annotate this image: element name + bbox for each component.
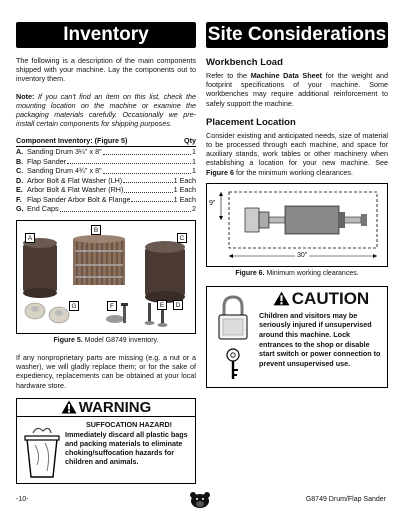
inventory-item-leader	[123, 176, 172, 183]
inventory-item	[16, 157, 196, 167]
inventory-item-desc: Sanding Drum 4¾" x 8"	[27, 166, 102, 176]
warning-triangle-icon	[61, 400, 77, 414]
inventory-item-desc: Arbor Bolt & Flat Washer (RH)	[27, 185, 124, 195]
site-title: Site Considerations	[206, 22, 388, 48]
missing-parts-text: If any nonproprietary parts are missing (e.g. a nut or a washer), we will gladly replace them; or for the sake of expediency, replacements can be obtained at your local hardware store.	[16, 352, 196, 390]
inventory-column	[16, 22, 196, 484]
inventory-item-letter: F.	[16, 194, 22, 204]
figure-6-caption: Figure 6. Minimum working clearances.	[235, 269, 359, 277]
caution-text: Children and visitors may be seriously injured if unsupervised around this machine. Lock entrances to the shop or disable start switch or power connection to prevent unsupervised use.	[259, 310, 381, 368]
caution-box	[206, 286, 388, 388]
inventory-item-leader	[60, 204, 191, 211]
workbench-text: Refer to the Machine Data Sheet for the weight and footprint specifications of your machine. Some workbenches may require additional reinforcement to safely support the machine.	[206, 71, 388, 108]
inventory-item-qty: 1 Each	[173, 194, 196, 204]
inventory-header-qty: Qty	[184, 136, 196, 146]
inventory-item-qty: 1	[192, 147, 196, 157]
inventory-item	[16, 166, 196, 176]
inventory-item-letter: B.	[16, 156, 24, 166]
page-number: -10-	[16, 496, 29, 503]
padlock-key-icon	[213, 293, 253, 383]
sanding-drum-small	[23, 238, 57, 298]
inventory-list	[16, 147, 196, 214]
inventory-header-label: Component Inventory: (Figure 5)	[16, 136, 128, 146]
inventory-item-desc: End Caps	[27, 204, 59, 214]
figure-5	[16, 220, 196, 334]
inventory-item-leader	[124, 185, 172, 192]
arbor-bolt-rh	[145, 303, 155, 325]
inventory-item-letter: E.	[16, 185, 23, 195]
machine-top-view	[245, 206, 367, 234]
trash-can-icon	[23, 425, 61, 479]
inventory-item-qty: 1	[192, 166, 196, 176]
figure-label-b: B	[91, 225, 101, 235]
figure-label-e: E	[157, 300, 167, 310]
inventory-item-leader	[103, 147, 191, 154]
note-label: Note:	[16, 91, 35, 101]
inventory-item-desc: Flap Sander Arbor Bolt & Flange	[27, 194, 131, 204]
flap-sander	[73, 235, 125, 285]
site-considerations-column	[206, 22, 388, 388]
figure-label-g: G	[69, 301, 79, 311]
inventory-item	[16, 204, 196, 214]
inventory-header	[16, 136, 196, 147]
inventory-item-leader	[131, 195, 172, 202]
figure-label-d: D	[173, 300, 183, 310]
inventory-item	[16, 185, 196, 195]
placement-text: Consider existing and anticipated needs, size of material to be processed through each machine, and space for auxiliary stands, work tables or other machinery when establishing a location for your new machine. See Figure 6 for the minimum working clearances.	[206, 130, 388, 177]
inventory-item-desc: Flap Sander	[27, 156, 67, 166]
figure-5-caption: Figure 5. Model G8749 inventory.	[53, 336, 159, 344]
inventory-item-desc: Arbor Bolt & Flat Washer (LH)	[27, 175, 123, 185]
figure-label-f: F	[107, 301, 117, 311]
inventory-item	[16, 176, 196, 186]
dim-horizontal-label: 30"	[297, 251, 308, 259]
model-footer: G8749 Drum/Flap Sander	[305, 496, 386, 503]
figure-label-c: C	[177, 233, 187, 243]
warning-title: WARNING	[78, 398, 152, 416]
inventory-item-qty: 1	[192, 156, 196, 166]
placement-title: Placement Location	[206, 116, 296, 128]
inventory-item-qty: 1 Each	[173, 175, 196, 185]
end-caps	[25, 303, 69, 323]
warning-subtitle: SUFFOCATION HAZARD!	[85, 419, 173, 429]
inventory-intro: The following is a description of the main components shipped with your machine. Lay the components out to inventory them.	[16, 56, 196, 84]
inventory-title: Inventory	[16, 22, 196, 48]
inventory-item-leader	[103, 166, 191, 173]
figure-label-a: A	[25, 233, 35, 243]
inventory-item-letter: A.	[16, 147, 24, 157]
inventory-item-letter: C.	[16, 166, 24, 176]
workbench-title: Workbench Load	[206, 57, 283, 68]
inventory-item-letter: D.	[16, 175, 24, 185]
inventory-item	[16, 147, 196, 157]
caution-triangle-icon	[273, 291, 290, 306]
inventory-item-qty: 1 Each	[173, 185, 196, 195]
inventory-item-leader	[67, 157, 191, 164]
dim-vertical-label: 9"	[209, 199, 216, 207]
sanding-drum-large	[145, 241, 185, 303]
warning-box	[16, 398, 196, 484]
warning-header	[17, 399, 195, 417]
inventory-item-letter: G.	[16, 204, 24, 214]
inventory-parts-illustration	[17, 221, 195, 333]
caution-title: CAUTION	[291, 288, 370, 308]
caution-header	[257, 289, 385, 309]
arbor-bolt-lh	[158, 307, 168, 327]
inventory-item	[16, 195, 196, 205]
grizzly-bear-logo-icon	[187, 491, 213, 509]
note-text: If you can't find an item on this list, check the mounting location on the machine or examine the packaging materials carefully. Occasionally we pre-install certain components for shipping purposes.	[16, 91, 196, 129]
inventory-item-qty: 2	[192, 204, 196, 214]
warning-text: Immediately discard all plastic bags and packing materials to eliminate choking/suffocation hazards for children and animals.	[65, 429, 188, 467]
figure-6	[206, 183, 388, 267]
inventory-item-desc: Sanding Drum 3¼" x 8"	[27, 147, 102, 157]
inventory-note	[16, 92, 196, 129]
